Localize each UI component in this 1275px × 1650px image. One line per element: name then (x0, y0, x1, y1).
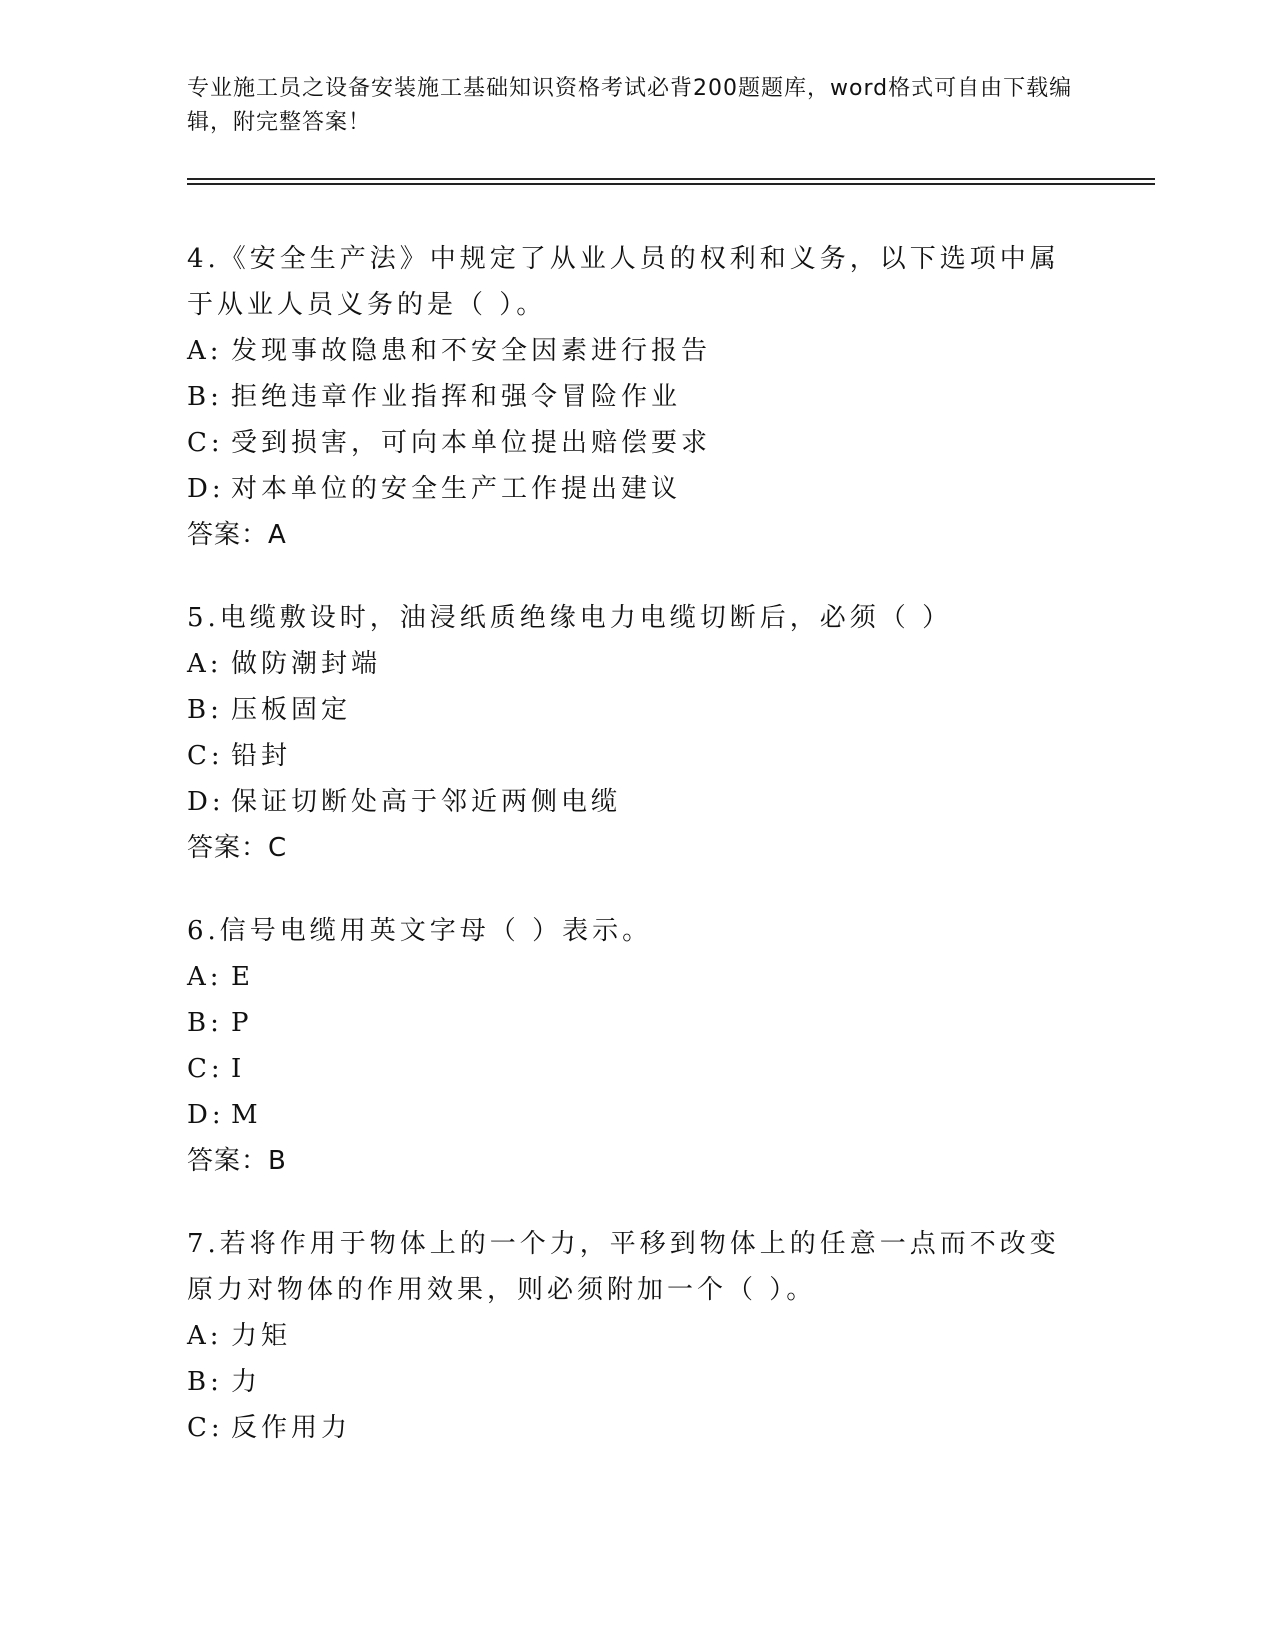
option-b (187, 1359, 1067, 1405)
option-label: A: (187, 336, 223, 366)
option-text: 力矩 (231, 1321, 292, 1351)
option-label: B: (187, 382, 223, 412)
option-b (187, 1000, 1067, 1046)
question-7 (187, 1221, 1067, 1451)
option-label: C: (187, 1054, 224, 1084)
option-b (187, 687, 1067, 733)
question-4 (187, 236, 1067, 558)
answer-line: 答案：A (187, 520, 287, 550)
option-label: B: (187, 1367, 223, 1397)
option-text: I (231, 1054, 246, 1084)
option-text: 对本单位的安全生产工作提出建议 (231, 474, 682, 504)
option-a (187, 954, 1067, 1000)
option-text: P (231, 1008, 253, 1038)
option-text: 做防潮封端 (231, 649, 382, 679)
question-list (187, 236, 1067, 1488)
question-5 (187, 595, 1067, 871)
option-text: 受到损害，可向本单位提出赔偿要求 (231, 428, 712, 458)
option-label: D: (187, 787, 225, 817)
option-b (187, 374, 1067, 420)
option-text: 压板固定 (231, 695, 352, 725)
option-a (187, 328, 1067, 374)
option-c (187, 1405, 1067, 1451)
option-label: D: (187, 1100, 225, 1130)
option-label: C: (187, 428, 224, 458)
option-text: M (231, 1100, 262, 1130)
option-d (187, 779, 1067, 825)
option-a (187, 641, 1067, 687)
header-divider-top (187, 178, 1155, 180)
option-text: E (231, 962, 254, 992)
option-text: 铅封 (231, 741, 292, 771)
option-text: 发现事故隐患和不安全因素进行报告 (231, 336, 712, 366)
option-c (187, 1046, 1067, 1092)
option-text: 反作用力 (231, 1413, 352, 1443)
option-c (187, 733, 1067, 779)
option-label: C: (187, 741, 224, 771)
header-divider-bottom (187, 183, 1155, 185)
option-label: D: (187, 474, 225, 504)
option-c (187, 420, 1067, 466)
answer-line: 答案：C (187, 833, 288, 863)
option-d (187, 1092, 1067, 1138)
option-label: A: (187, 649, 223, 679)
option-label: A: (187, 962, 223, 992)
answer-line: 答案：B (187, 1146, 287, 1176)
question-6 (187, 908, 1067, 1184)
option-a (187, 1313, 1067, 1359)
option-label: A: (187, 1321, 223, 1351)
option-label: C: (187, 1413, 224, 1443)
question-text: 5.电缆敷设时，油浸纸质绝缘电力电缆切断后，必须（ ） (187, 603, 953, 633)
option-text: 力 (231, 1367, 262, 1397)
option-label: B: (187, 1008, 223, 1038)
question-text: 6.信号电缆用英文字母（ ）表示。 (187, 916, 653, 946)
option-text: 拒绝违章作业指挥和强令冒险作业 (231, 382, 682, 412)
option-label: B: (187, 695, 223, 725)
question-text: 7.若将作用于物体上的一个力，平移到物体上的任意一点而不改变原力对物体的作用效果，则必须附加一个（ ）。 (187, 1229, 1060, 1305)
option-d (187, 466, 1067, 512)
document-header: 专业施工员之设备安装施工基础知识资格考试必背200题题库，word格式可自由下载编辑，附完整答案！ (187, 76, 1073, 135)
question-text: 4.《安全生产法》中规定了从业人员的权利和义务，以下选项中属于从业人员义务的是（ ）。 (187, 244, 1060, 320)
option-text: 保证切断处高于邻近两侧电缆 (231, 787, 622, 817)
